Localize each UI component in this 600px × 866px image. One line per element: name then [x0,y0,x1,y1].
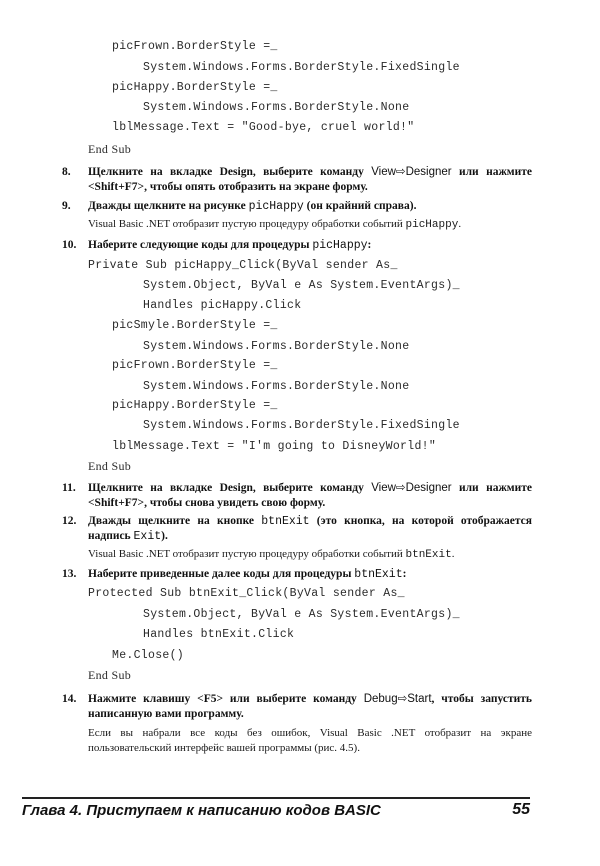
step-text: : [402,568,407,580]
inline-code: btnExit [405,549,452,561]
step-number: 10. [62,239,77,251]
note-text: Visual Basic .NET отобразит пустую процедуру обработки событий [88,548,406,560]
step-number: 14. [62,693,77,705]
step-13 [62,567,532,582]
code-line: lblMessage.Text = "I'm going to DisneyWorld!" [112,440,437,453]
code-line: lblMessage.Text = "Good-bye, cruel world!" [112,121,415,134]
menu-command: Debug⇨Start [363,693,432,705]
step-14 [62,692,532,722]
code-line: Protected Sub btnExit_Click(ByVal sender As_ [88,587,405,600]
footer-rule [22,797,530,799]
step-text: : [367,239,372,251]
step-text: Дважды щелкните на кнопке [88,515,262,527]
step-text: или нажмите <Shift+F7>, чтобы снова увидеть свою форму. [88,482,532,509]
menu-command: View⇨Designer [371,166,452,178]
code-line: System.Windows.Forms.BorderStyle.None [143,380,410,393]
code-line: End Sub [88,142,132,156]
chapter-title: Глава 4. Приступаем к написанию кодов BASIC [22,802,381,819]
inline-code: picHappy [312,239,368,252]
inline-code: picHappy [248,200,304,213]
code-line: Handles picHappy.Click [143,299,302,312]
note-text: . [451,548,455,560]
step-text: Нажмите клавишу <F5> или выберите команду [88,693,364,705]
step-10 [62,238,532,253]
step-text: Щелкните на вкладке Design, выберите команду [88,166,372,178]
step-text: Дважды щелкните на рисунке [88,200,249,212]
code-line: End Sub [88,668,132,682]
note-12 [88,547,532,563]
step-number: 9. [62,200,71,212]
step-number: 12. [62,515,77,527]
step-text: Наберите приведенные далее коды для процедуры [88,568,355,580]
step-text: или нажмите <Shift+F7>, чтобы опять отобразить на экране форму. [88,166,532,193]
code-line: System.Windows.Forms.BorderStyle.None [143,101,410,114]
code-line: System.Windows.Forms.BorderStyle.None [143,340,410,353]
note-9 [88,217,532,233]
inline-code: btnExit [354,568,403,581]
step-12 [62,514,532,544]
code-line: Me.Close() [112,649,185,662]
code-line: picFrown.BorderStyle =_ [112,359,278,372]
code-line: Handles btnExit.Click [143,628,295,641]
step-text: Наберите следующие коды для процедуры [88,239,313,251]
step-number: 8. [62,166,71,178]
step-text: ). [161,530,168,542]
step-text: , чтобы запустить написанную вами программу. [88,693,532,720]
code-line: System.Windows.Forms.BorderStyle.FixedSingle [143,419,460,432]
note-text: . [458,218,462,230]
inline-code: btnExit [261,515,310,528]
code-line: picFrown.BorderStyle =_ [112,40,278,53]
step-11 [62,481,532,511]
code-line: picHappy.BorderStyle =_ [112,399,278,412]
code-line: picHappy.BorderStyle =_ [112,81,278,94]
step-9 [62,199,532,214]
code-line: picSmyle.BorderStyle =_ [112,319,278,332]
note-14: Если вы набрали все коды без ошибок, Visual Basic .NET отобразит на экране пользовательский интерфейс вашей программы (рис. 4.5). [88,727,532,754]
page-number: 55 [512,801,530,818]
code-line: End Sub [88,459,132,473]
step-text: Щелкните на вкладке Design, выберите команду [88,482,372,494]
code-line: System.Windows.Forms.BorderStyle.FixedSingle [143,61,460,74]
code-line: System.Object, ByVal e As System.EventArgs)_ [143,608,460,621]
inline-code: picHappy [405,219,459,231]
step-number: 13. [62,568,77,580]
menu-command: View⇨Designer [371,482,452,494]
code-line: System.Object, ByVal e As System.EventArgs)_ [143,279,460,292]
step-8 [62,165,532,195]
code-line: Private Sub picHappy_Click(ByVal sender As_ [88,259,398,272]
inline-code: Exit [133,530,162,543]
step-text: (это кнопка, на которой отображается надпись [88,515,532,542]
note-text: Visual Basic .NET отобразит пустую процедуру обработки событий [88,218,406,230]
step-number: 11. [62,482,76,494]
step-text: (он крайний справа). [303,200,417,212]
